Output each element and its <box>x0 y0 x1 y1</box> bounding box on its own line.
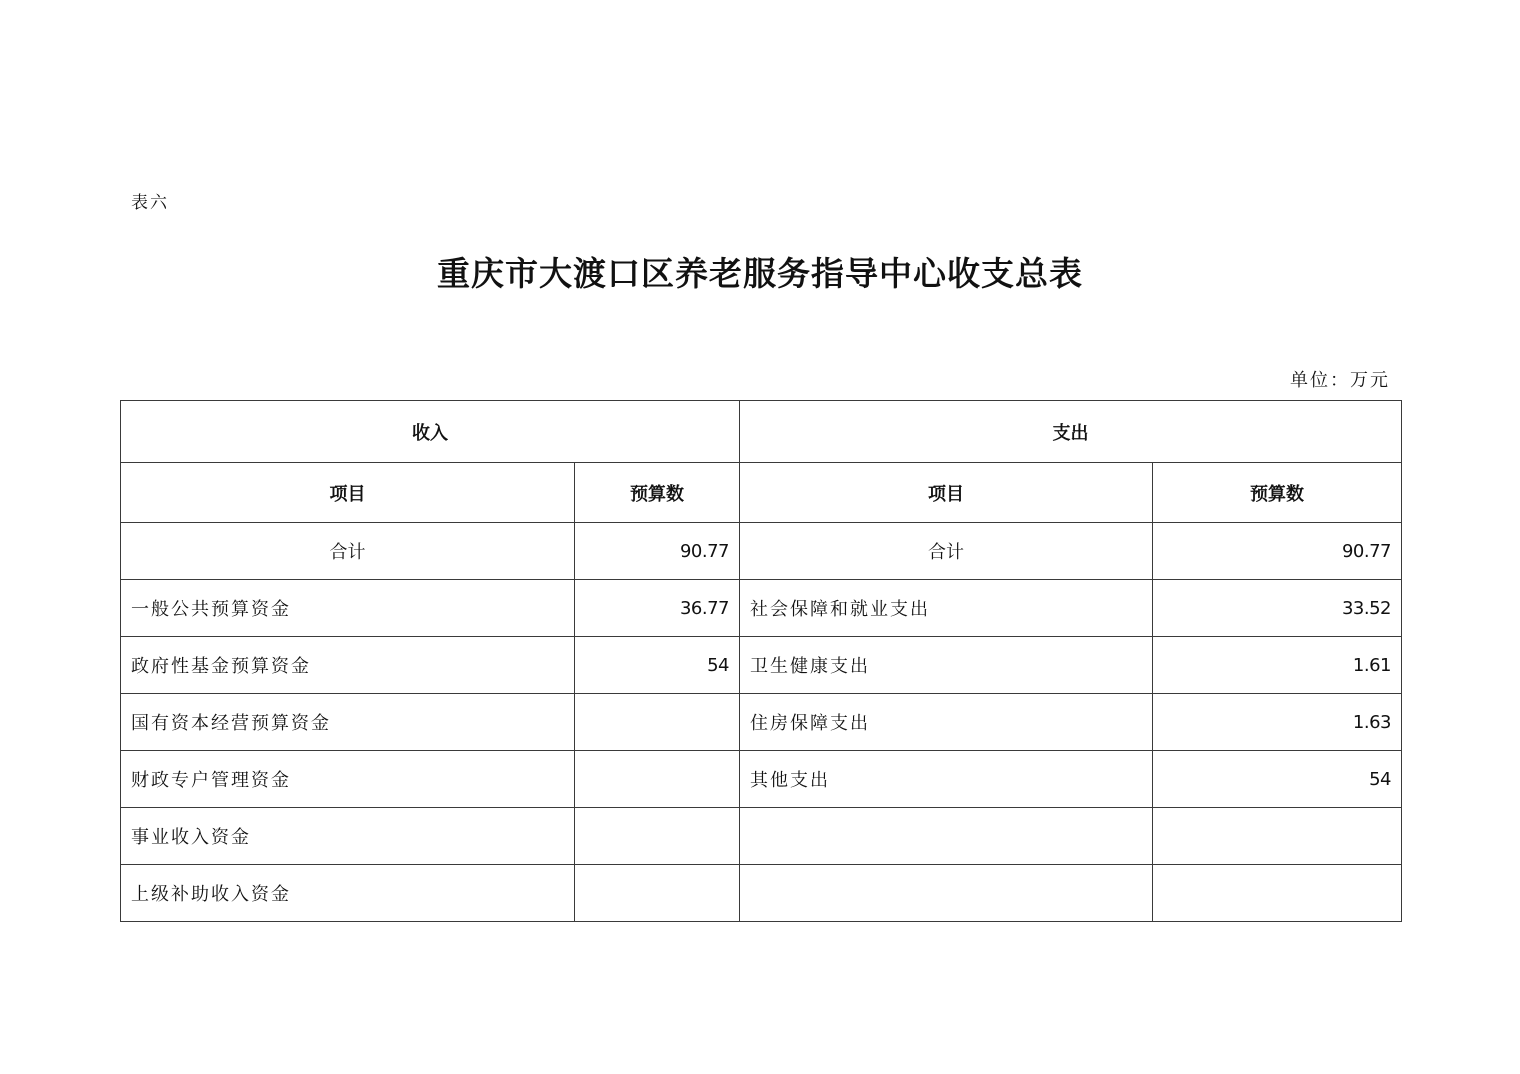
expense-value-cell: 1.63 <box>1153 694 1402 751</box>
column-header-row <box>121 463 1402 523</box>
income-item-header: 项目 <box>121 463 575 523</box>
expense-total-value: 90.77 <box>1153 523 1402 580</box>
budget-summary-table <box>120 400 1402 922</box>
income-item-cell: 上级补助收入资金 <box>121 865 575 922</box>
income-section-header: 收入 <box>121 401 740 463</box>
expense-value-cell <box>1153 808 1402 865</box>
expense-section-header: 支出 <box>740 401 1402 463</box>
expense-value-cell: 1.61 <box>1153 637 1402 694</box>
income-total-value: 90.77 <box>575 523 740 580</box>
page-title: 重庆市大渡口区养老服务指导中心收支总表 <box>437 254 1083 293</box>
expense-value-cell: 33.52 <box>1153 580 1402 637</box>
income-total-label: 合计 <box>121 523 575 580</box>
income-value-cell <box>575 751 740 808</box>
table-row <box>121 637 1402 694</box>
income-budget-header: 预算数 <box>575 463 740 523</box>
income-value-cell: 36.77 <box>575 580 740 637</box>
expense-item-cell <box>740 865 1153 922</box>
expense-value-cell <box>1153 865 1402 922</box>
table-row <box>121 694 1402 751</box>
expense-item-cell <box>740 808 1153 865</box>
total-row <box>121 523 1402 580</box>
income-value-cell <box>575 865 740 922</box>
section-header-row <box>121 401 1402 463</box>
income-value-cell: 54 <box>575 637 740 694</box>
table-row <box>121 751 1402 808</box>
income-value-cell <box>575 694 740 751</box>
income-value-cell <box>575 808 740 865</box>
expense-item-cell: 社会保障和就业支出 <box>740 580 1153 637</box>
expense-total-label: 合计 <box>740 523 1153 580</box>
income-item-cell: 财政专户管理资金 <box>121 751 575 808</box>
income-item-cell: 一般公共预算资金 <box>121 580 575 637</box>
unit-label: 单位：万元 <box>1290 370 1390 391</box>
table-row <box>121 865 1402 922</box>
expense-item-cell: 其他支出 <box>740 751 1153 808</box>
expense-budget-header: 预算数 <box>1153 463 1402 523</box>
income-item-cell: 国有资本经营预算资金 <box>121 694 575 751</box>
expense-item-cell: 卫生健康支出 <box>740 637 1153 694</box>
expense-item-cell: 住房保障支出 <box>740 694 1153 751</box>
table-number-label: 表六 <box>131 193 169 213</box>
expense-value-cell: 54 <box>1153 751 1402 808</box>
expense-item-header: 项目 <box>740 463 1153 523</box>
table-row <box>121 808 1402 865</box>
income-item-cell: 事业收入资金 <box>121 808 575 865</box>
table-row <box>121 580 1402 637</box>
income-item-cell: 政府性基金预算资金 <box>121 637 575 694</box>
